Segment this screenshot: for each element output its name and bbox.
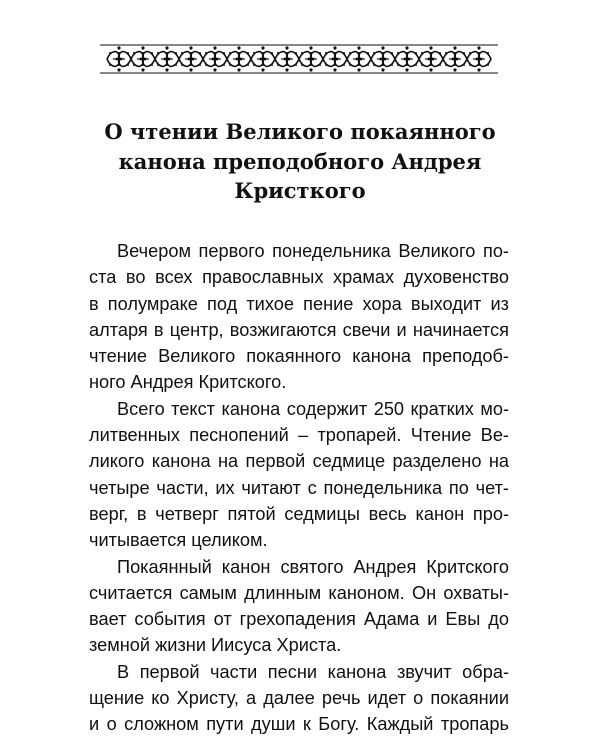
body-text — [89, 238, 509, 738]
paragraph — [89, 396, 509, 554]
ornament-motif — [299, 46, 323, 71]
paragraph — [89, 659, 509, 738]
page-title — [60, 117, 540, 206]
title-line: канона преподобного Андрея — [118, 148, 482, 174]
ornament-motif — [395, 46, 419, 71]
text-line: четыре части, их читают с понедельника по чет- — [89, 477, 509, 498]
paragraph — [89, 238, 509, 396]
ornament-motif — [251, 46, 275, 71]
ornament-motif — [347, 46, 371, 71]
ornament-motif — [107, 46, 131, 71]
ornament-motif — [131, 46, 155, 71]
text-line: ного Андрея Критского. — [89, 372, 287, 393]
text-line: верг, в четверг пятой седмицы весь канон про- — [89, 503, 509, 524]
text-line: Всего текст канона содержит 250 кратких мо- — [117, 398, 509, 419]
ornament-motif — [467, 46, 491, 71]
text-line: читывается целиком. — [89, 530, 268, 551]
ornament-motif — [323, 46, 347, 71]
title-line: Кристкого — [234, 178, 366, 203]
text-line: и о сложном пути души к Богу. Каждый тропарь — [89, 714, 509, 735]
ornament-motif — [443, 46, 467, 71]
ornament-motif — [203, 46, 227, 71]
text-line: чтение Великого покаянного канона преподоб- — [89, 346, 509, 367]
text-line: земной жизни Иисуса Христа. — [89, 635, 342, 656]
ornament-motif — [275, 46, 299, 71]
text-line: алтаря в центр, возжигаются свечи и начинается — [89, 319, 509, 340]
text-line: щение ко Христу, а далее речь идет о покаянии — [89, 688, 509, 709]
ornament-motif — [155, 46, 179, 71]
title-line: О чтении Великого покаянного — [104, 119, 496, 144]
text-line: Покаянный канон святого Андрея Критского — [117, 556, 509, 577]
ornament-motif — [227, 46, 251, 71]
text-line: Вечером первого понедельника Великого по- — [117, 241, 509, 261]
text-line: ста во всех православных храмах духовенство — [89, 267, 509, 288]
paragraph — [89, 554, 509, 659]
text-line: в полумраке под тихое пение хора выходит из — [89, 293, 509, 314]
text-line: считается самым длинным каноном. Он охваты- — [89, 582, 509, 603]
ornament-motif — [179, 46, 203, 71]
decorative-ornament-border — [100, 44, 498, 74]
text-line: литвенных песнопений – тропарей. Чтение Ве- — [89, 425, 509, 446]
text-line: вает события от грехопадения Адама и Евы до — [89, 609, 509, 630]
text-line: ликого канона на первой седмице разделено на — [89, 451, 509, 472]
ornament-motif — [371, 46, 395, 71]
ornament-motif — [419, 46, 443, 71]
text-line: В первой части песни канона звучит обра- — [117, 661, 509, 682]
